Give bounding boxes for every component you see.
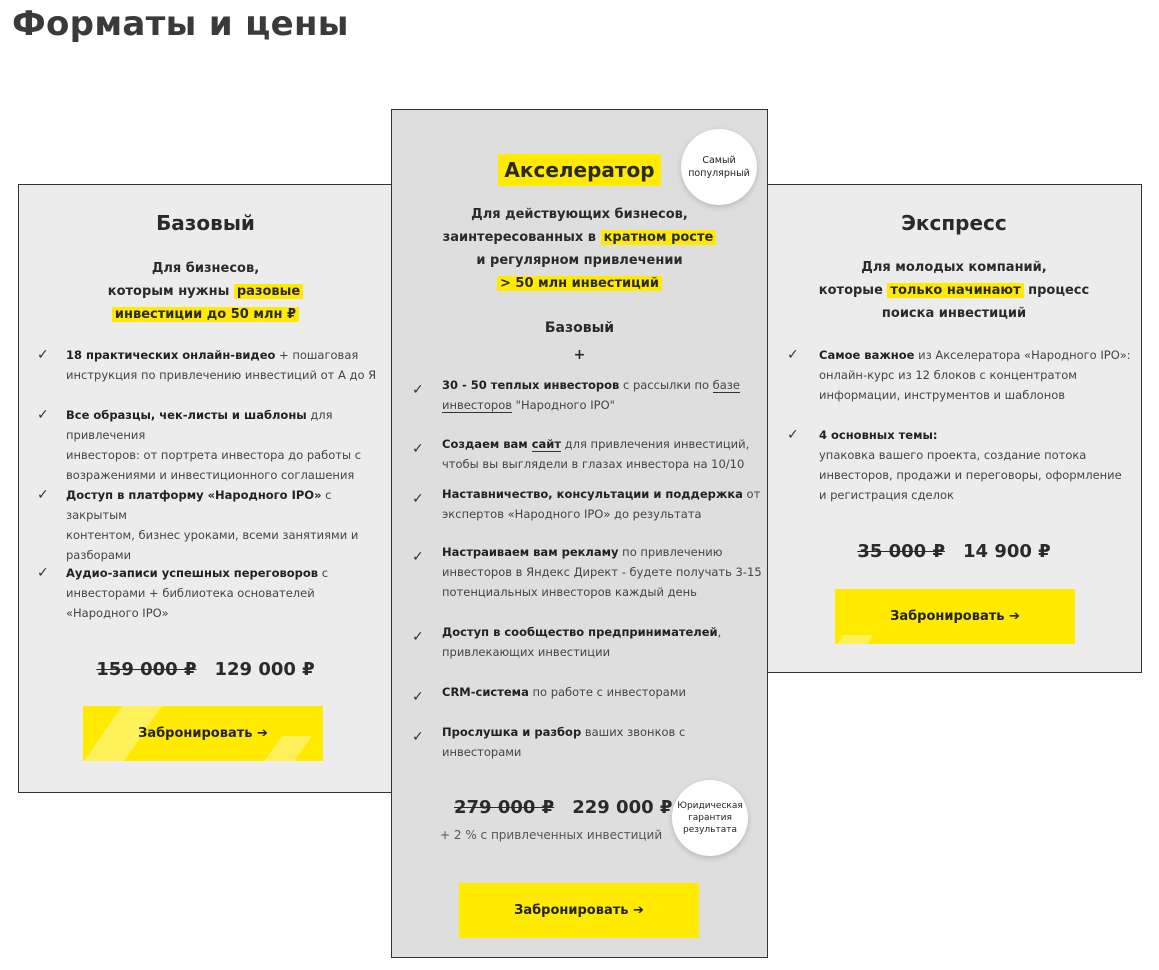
price-note: + 2 % с привлеченных инвестиций xyxy=(440,828,663,842)
includes-block xyxy=(392,315,767,369)
guarantee-badge: Юридическая гарантия результата xyxy=(672,780,748,856)
old-price: 35 000 ₽ xyxy=(857,541,945,562)
plan-card-accelerator: Акселератор Самый популярный Для действующих бизнесов, заинтересованных в кратном росте и регулярном привлечении > 50 млн инвестиций Базовый + ✓ 30 - 50 теплых инвесторов с рассылки по базе инвесторов "Народного IPO" ✓ Создаем вам сайт для привлечения инвестиций, чтобы вы выглядели в глазах инвестора на 10/10 ✓ Наставничество, консультации и поддержка от экспертов «Народного IPO» до результата ✓ Настраиваем вам рекламу по привлечению инвесторов в Яндекс Директ - будете получать 3-15 потенциальных инвесторов каждый день ✓ Доступ в сообщество предпринимателей, привлекающих инвестиции ✓ CRM-система по работе с инвесторами ✓ Прослушка и разбор ваших звонков с инвесторами 279 000 ₽ 229 000 ₽ + 2 % с привлеченных инвестиций Юридическая гарантия результата Забронировать ➔ xyxy=(391,109,768,958)
check-icon: ✓ xyxy=(412,689,424,705)
book-button-accelerator[interactable] xyxy=(459,883,699,938)
button-label: Забронировать ➔ xyxy=(514,903,644,918)
plan-card-basic: Базовый Для бизнесов, которым нужны разовые инвестиции до 50 млн ₽ ✓ 18 практических онлайн-видео + пошаговая инструкция по привлечению инвестиций от А до Я ✓ Все образцы, чек-листы и шаблоны для привлечения инвесторов: от портрета инвестора до работы с возражениями и инвестиционного соглашения ✓ Доступ в платформу «Народного IPO» с закрытым контентом, бизнес уроками, всеми занятиями и разборами ✓ Аудио-записи успешных переговоров с инвесторами + библиотека основателей «Народного IPO» 159 000 ₽ 129 000 ₽ Забронировать ➔ xyxy=(18,184,393,793)
check-icon: ✓ xyxy=(412,729,424,745)
desc-line: инвестиции до 50 млн ₽ xyxy=(19,303,392,326)
check-icon: ✓ xyxy=(787,347,799,363)
current-price: 129 000 ₽ xyxy=(214,659,315,680)
check-icon: ✓ xyxy=(412,441,424,457)
desc-line: заинтересованных в кратном росте xyxy=(392,226,767,249)
current-price: 14 900 ₽ xyxy=(963,541,1051,562)
check-icon: ✓ xyxy=(787,427,799,443)
price-row xyxy=(19,659,392,680)
button-label: Забронировать ➔ xyxy=(890,609,1020,624)
plan-description xyxy=(19,257,392,326)
desc-line: которым нужны разовые xyxy=(19,280,392,303)
old-price: 279 000 ₽ xyxy=(454,797,555,818)
check-icon: ✓ xyxy=(37,487,49,503)
book-button-basic[interactable] xyxy=(83,706,323,761)
desc-line: Для бизнесов, xyxy=(151,261,260,276)
plan-title: Экспресс xyxy=(901,211,1007,235)
check-icon: ✓ xyxy=(412,491,424,507)
desc-line: которые только начинают процесс xyxy=(818,283,1090,298)
includes-title: Базовый xyxy=(544,320,615,336)
desc-line: Для действующих бизнесов, xyxy=(471,207,688,222)
plan-description xyxy=(392,203,767,295)
check-icon: ✓ xyxy=(412,382,424,398)
check-icon: ✓ xyxy=(37,347,49,363)
old-price: 159 000 ₽ xyxy=(96,659,197,680)
check-icon: ✓ xyxy=(412,629,424,645)
desc-line: Для молодых компаний, xyxy=(861,260,1047,275)
price-row xyxy=(767,541,1141,562)
plan-title: Базовый xyxy=(156,211,255,235)
desc-line: и регулярном привлечении xyxy=(476,253,683,268)
plan-card-express: Экспресс Для молодых компаний, которые только начинают процесс поиска инвестиций ✓ Самое важное из Акселератора «Народного IPO»: онлайн-курс из 12 блоков с концентратом информации, инструментов и шаблонов ✓ 4 основных темы: упаковка вашего проекта, создание потока инвесторов, продажи и переговоры, оформление и регистрация сделок 35 000 ₽ 14 900 ₽ Забронировать ➔ xyxy=(766,184,1142,673)
desc-line: > 50 млн инвестиций xyxy=(392,272,767,295)
desc-line: поиска инвестиций xyxy=(881,306,1027,321)
book-button-express[interactable] xyxy=(835,589,1075,644)
includes-plus: + xyxy=(573,347,586,363)
check-icon: ✓ xyxy=(412,549,424,565)
check-icon: ✓ xyxy=(37,407,49,423)
popular-badge: Самый популярный xyxy=(681,129,757,205)
check-icon: ✓ xyxy=(37,565,49,581)
current-price: 229 000 ₽ xyxy=(572,797,673,818)
plan-title: Акселератор xyxy=(392,154,767,186)
page-title: Форматы и цены xyxy=(12,4,349,44)
plan-description xyxy=(767,256,1141,325)
button-label: Забронировать ➔ xyxy=(138,726,268,741)
